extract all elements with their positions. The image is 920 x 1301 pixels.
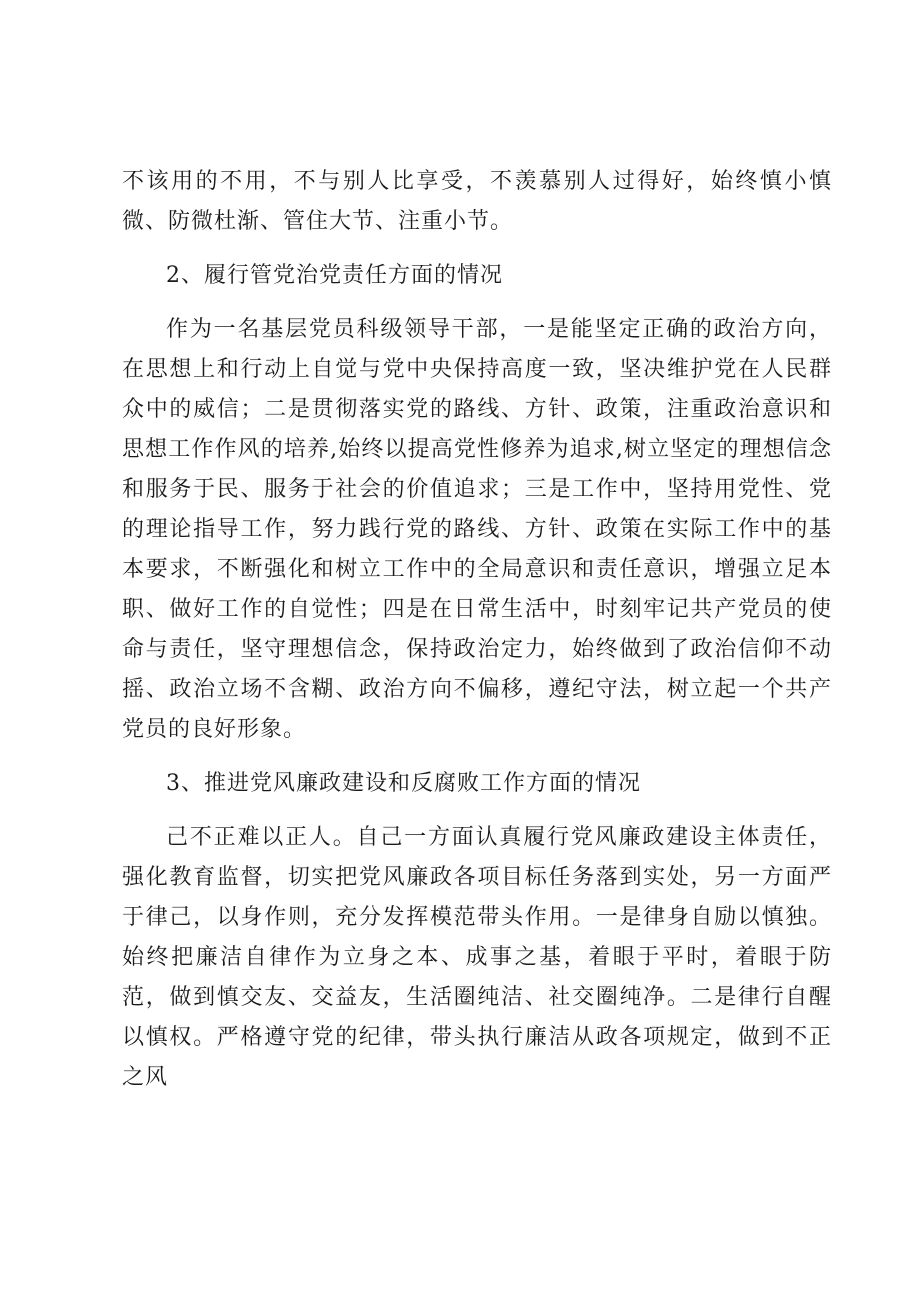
- paragraph-gap: [122, 296, 832, 310]
- section-heading-3: 3、推进党风廉政建设和反腐败工作方面的情况: [166, 771, 641, 796]
- paragraph-gap: [122, 804, 832, 818]
- paragraph-continuation: 不该用的不用，不与别人比享受，不羡慕别人过得好，始终慎小慎微、防微杜渐、管住大节、注重小节。: [122, 169, 832, 234]
- paragraph-integrity: 己不正难以正人。自己一方面认真履行党风廉政建设主体责任，强化教育监督，切实把党风廉政各项目标任务落到实处，另一方面严于律己，以身作则，充分发挥模范带头作用。一是律身自励以慎独。始终把廉洁自律作为立身之本、成事之基，着眼于平时，着眼于防范，做到慎交友、交益友，生活圈纯洁、社交圈纯净。二是律行自醒以慎权。严格遵守党的纪律，带头执行廉洁从政各项规定，做到不正之风: [122, 825, 832, 1090]
- document-body: [122, 162, 832, 1098]
- paragraph-gap: [122, 242, 832, 256]
- paragraph-gap: [122, 750, 832, 764]
- section-heading-2: 2、履行管党治党责任方面的情况: [166, 263, 503, 288]
- paragraph-duty: 作为一名基层党员科级领导干部，一是能坚定正确的政治方向，在思想上和行动上自觉与党中央保持高度一致，坚决维护党在人民群众中的威信；二是贯彻落实党的路线、方针、政策，注重政治意识和思想工作作风的培养,始终以提高党性修养为追求,树立坚定的理想信念和服务于民、服务于社会的价值追求；三是工作中，坚持用党性、党的理论指导工作，努力践行党的路线、方针、政策在实际工作中的基本要求，不断强化和树立工作中的全局意识和责任意识，增强立足本职、做好工作的自觉性；四是在日常生活中，时刻牢记共产党员的使命与责任，坚守理想信念，保持政治定力，始终做到了政治信仰不动摇、政治立场不含糊、政治方向不偏移，遵纪守法，树立起一个共产党员的良好形象。: [122, 317, 832, 742]
